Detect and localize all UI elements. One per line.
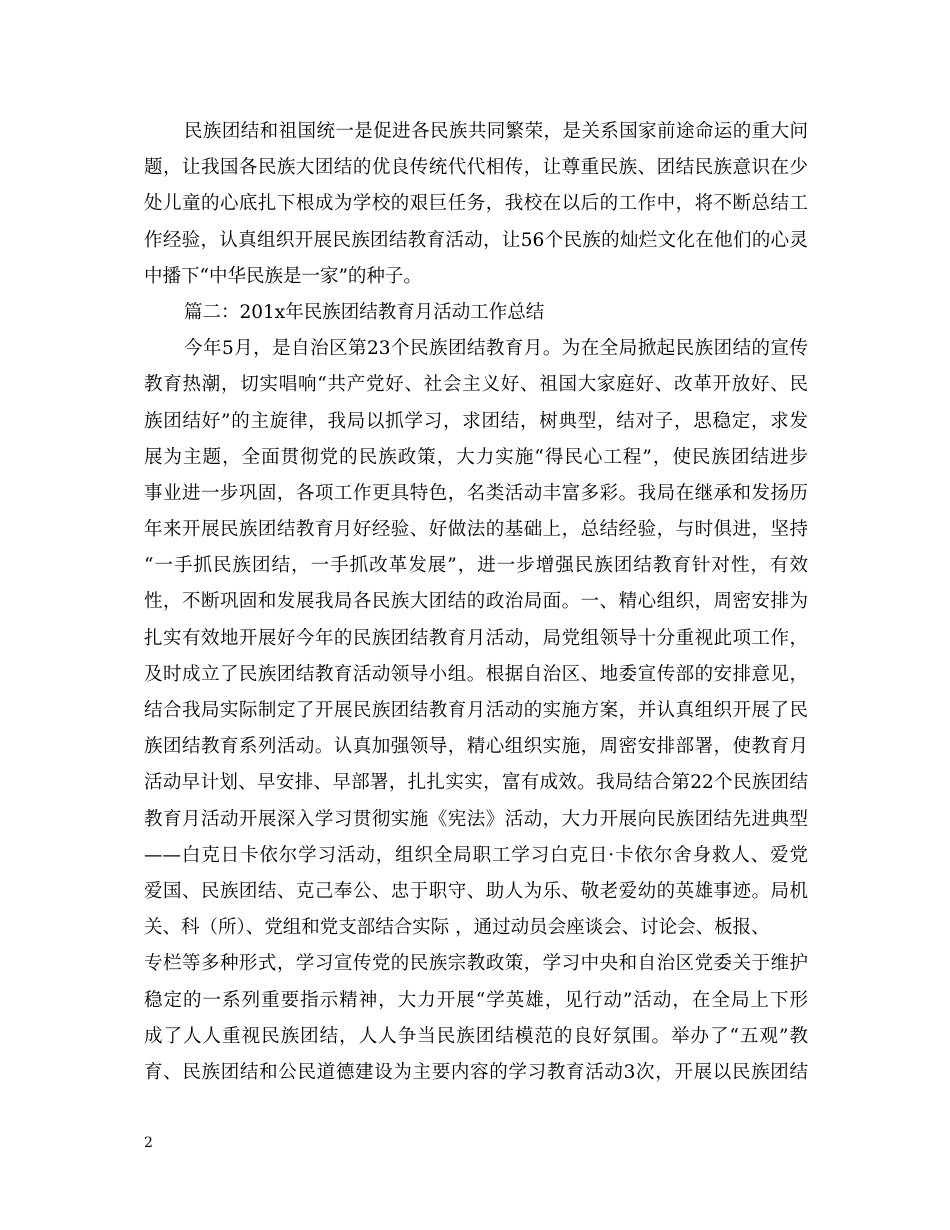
body-text xyxy=(144,114,808,1091)
text-line: 题，让我国各民族大团结的优良传统代代相传，让尊重民族、团结民族意识在少 xyxy=(144,157,808,179)
text-line: 今年5月，是自治区第23个民族团结教育月。为在全局掀起民族团结的宣传 xyxy=(184,338,808,360)
text-line: 民族团结和祖国统一是促进各民族共同繁荣，是关系国家前途命运的重大问 xyxy=(184,121,808,142)
text-line: 关、科（所）、党组和党支部结合实际 ，通过动员会座谈会、讨论会、板报、 xyxy=(144,917,770,939)
text-line: 结合我局实际制定了开展民族团结教育月活动的实施方案，并认真组织开展了民 xyxy=(144,700,808,721)
text-line: “一手抓民族团结，一手抓改革发展”，进一步增强民族团结教育针对性，有效 xyxy=(144,555,808,577)
text-line: 中播下“中华民族是一家”的种子。 xyxy=(144,265,422,287)
text-line: 性，不断巩固和发展我局各民族大团结的政治局面。一、精心组织，周密安排为 xyxy=(144,591,808,613)
text-line: 展为主题，全面贯彻党的民族政策，大力实施“得民心工程”，使民族团结进步 xyxy=(144,446,808,468)
page-number: 2 xyxy=(144,1135,153,1151)
text-line: 爱国、民族团结、克己奉公、忠于职守、助人为乐、敬老爱幼的英雄事迹。局机 xyxy=(144,880,808,902)
text-line: 族团结教育系列活动。认真加强领导，精心组织实施，周密安排部署，使教育月 xyxy=(144,736,808,758)
text-line: 活动早计划、早安排、早部署，扎扎实实，富有成效。我局结合第22个民族团结 xyxy=(144,772,808,794)
text-line: 成了人人重视民族团结，人人争当民族团结模范的良好氛围。举办了“五观”教 xyxy=(144,1025,808,1047)
text-line: 事业进一步巩固，各项工作更具特色，名类活动丰富多彩。我局在继承和发扬历 xyxy=(144,482,808,504)
text-line: 稳定的一系列重要指示精神，大力开展“学英雄，见行动”活动，在全局上下形 xyxy=(144,989,808,1011)
text-line: 扎实有效地开展好今年的民族团结教育月活动，局党组领导十分重视此项工作， xyxy=(144,627,808,649)
text-line: 作经验，认真组织开展民族团结教育活动，让56个民族的灿烂文化在他们的心灵 xyxy=(144,229,808,251)
text-line: 专栏等多种形式，学习宣传党的民族宗教政策，学习中央和自治区党委关于维护 xyxy=(144,953,808,975)
text-line: ——白克日卡依尔学习活动，组织全局职工学习白克日·卡依尔舍身救人、爱党 xyxy=(144,844,808,866)
text-line: 年来开展民族团结教育月好经验、好做法的基础上，总结经验，与时俱进，坚持 xyxy=(144,519,808,541)
text-line: 族团结好”的主旋律，我局以抓学习，求团结，树典型，结对子，思稳定，求发 xyxy=(144,410,808,432)
text-line: 教育热潮，切实唱响“共产党好、社会主义好、祖国大家庭好、改革开放好、民 xyxy=(144,374,808,396)
text-line: 及时成立了民族团结教育活动领导小组。根据自治区、地委宣传部的安排意见， xyxy=(144,663,808,685)
section-heading: 篇二：201x年民族团结教育月活动工作总结 xyxy=(184,301,545,323)
text-line: 教育月活动开展深入学习贯彻实施《宪法》活动，大力开展向民族团结先进典型 xyxy=(144,808,808,830)
text-line: 处儿童的心底扎下根成为学校的艰巨任务，我校在以后的工作中，将不断总结工 xyxy=(144,193,808,215)
text-line: 育、民族团结和公民道德建设为主要内容的学习教育活动3次，开展以民族团结 xyxy=(144,1061,808,1083)
